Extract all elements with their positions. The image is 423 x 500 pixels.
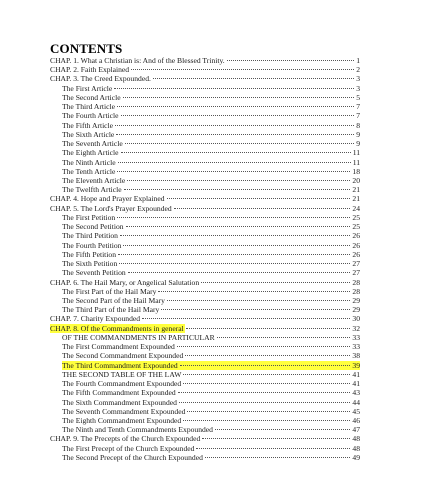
dot-leader: [167, 198, 351, 199]
dot-leader: [217, 337, 351, 338]
toc-entry-label: The Eighth Article: [62, 148, 119, 158]
toc-entry-page-number: 41: [352, 379, 360, 389]
toc-entry[interactable]: [62, 111, 360, 120]
dot-leader: [142, 318, 350, 319]
toc-entry[interactable]: [62, 444, 360, 453]
toc-entry-page-number: 3: [356, 74, 360, 84]
toc-entry-page-number: 46: [352, 415, 360, 425]
toc-entry-label: The Fourth Commandment Expounded: [62, 379, 182, 389]
toc-entry-page-number: 3: [356, 83, 360, 93]
toc-entry-page-number: 2: [356, 65, 360, 75]
dot-leader: [116, 134, 354, 135]
dot-leader: [202, 438, 350, 439]
toc-entry[interactable]: [62, 268, 360, 277]
toc-entry-label: The First Precept of the Church Expounded: [62, 443, 195, 453]
toc-entry[interactable]: [50, 324, 360, 333]
dot-leader: [185, 355, 350, 356]
toc-entry-label: The First Petition: [62, 212, 116, 222]
toc-entry-page-number: 33: [352, 342, 360, 352]
toc-entry[interactable]: [62, 287, 360, 296]
dot-leader: [118, 162, 351, 163]
toc-entry-label: The Fifth Article: [62, 120, 114, 130]
toc-entry[interactable]: [62, 305, 360, 314]
toc-entry-page-number: 1: [356, 56, 360, 65]
toc-entry[interactable]: [62, 425, 360, 434]
toc-entry[interactable]: [62, 121, 360, 130]
dot-leader: [161, 309, 350, 310]
toc-entry[interactable]: [62, 379, 360, 388]
toc-entry[interactable]: [62, 361, 360, 370]
toc-entry-page-number: 24: [352, 203, 360, 213]
dot-leader: [118, 254, 350, 255]
toc-entry-label: The Fifth Petition: [62, 249, 116, 259]
toc-entry-label: The Third Article: [62, 102, 116, 112]
dot-leader: [131, 69, 354, 70]
dot-leader: [126, 226, 351, 227]
toc-entry-label: THE SECOND TABLE OF THE LAW: [62, 369, 182, 379]
toc-entry[interactable]: [62, 342, 360, 351]
toc-entry-label: The First Article: [62, 83, 113, 93]
toc-entry[interactable]: [62, 185, 360, 194]
toc-entry[interactable]: [62, 213, 360, 222]
dot-leader: [128, 272, 351, 273]
toc-entry-label: CHAP. 1. What a Christian is: And of the Blessed Trinity.: [50, 56, 225, 65]
toc-entry[interactable]: [62, 241, 360, 250]
dot-leader: [127, 180, 350, 181]
toc-entry-page-number: 27: [352, 259, 360, 269]
toc-entry[interactable]: [62, 167, 360, 176]
dot-leader: [201, 282, 350, 283]
dot-leader: [183, 374, 350, 375]
toc-entry-page-number: 20: [352, 175, 360, 185]
toc-entry-page-number: 38: [352, 351, 360, 361]
toc-entry-label: The Ninth Article: [62, 157, 116, 167]
toc-entry[interactable]: [50, 194, 360, 203]
dot-leader: [183, 383, 350, 384]
dot-leader: [121, 152, 351, 153]
dot-leader: [123, 97, 355, 98]
dot-leader: [124, 189, 351, 190]
toc-entry[interactable]: [62, 222, 360, 231]
toc-entry[interactable]: [62, 351, 360, 360]
toc-entry-page-number: 43: [352, 388, 360, 398]
toc-entry-page-number: 7: [356, 111, 360, 121]
toc-entry-label: The Sixth Commandment Expounded: [62, 397, 177, 407]
toc-entry-page-number: 8: [356, 120, 360, 130]
toc-entry[interactable]: [62, 416, 360, 425]
toc-entry-page-number: 11: [352, 148, 360, 158]
toc-entry-label: The Fourth Article: [62, 111, 119, 121]
toc-entry[interactable]: [62, 388, 360, 397]
toc-entry-page-number: 44: [352, 397, 360, 407]
toc-entry[interactable]: [62, 453, 360, 462]
toc-entry[interactable]: [62, 102, 360, 111]
toc-entry[interactable]: [62, 231, 360, 240]
toc-entry-page-number: 30: [352, 314, 360, 324]
toc-entry-label: The Twelfth Article: [62, 185, 122, 195]
dot-leader: [178, 392, 351, 393]
toc-entry-label: CHAP. 5. The Lord's Prayer Expounded: [50, 203, 172, 213]
toc-entry-page-number: 9: [356, 139, 360, 149]
toc-entry[interactable]: [50, 204, 360, 213]
toc-entry-label: The Second Precept of the Church Expounded: [62, 452, 203, 462]
contents-heading: CONTENTS: [50, 41, 123, 56]
dot-leader: [158, 291, 350, 292]
toc-entry[interactable]: [50, 56, 360, 65]
toc-entry-page-number: 28: [352, 286, 360, 296]
toc-entry[interactable]: [62, 84, 360, 93]
toc-entry-page-number: 48: [352, 434, 360, 444]
dot-leader: [167, 300, 350, 301]
toc-entry[interactable]: [62, 158, 360, 167]
toc-entry-page-number: 26: [352, 249, 360, 259]
toc-entry[interactable]: [62, 398, 360, 407]
toc-entry-page-number: 21: [352, 185, 360, 195]
toc-entry-page-number: 25: [352, 222, 360, 232]
toc-entry-label: The Eighth Commandment Expounded: [62, 415, 182, 425]
toc-entry[interactable]: [62, 333, 360, 342]
toc-entry-page-number: 25: [352, 212, 360, 222]
dot-leader: [227, 60, 355, 61]
dot-leader: [187, 411, 350, 412]
dot-leader: [114, 88, 354, 89]
toc-entry-page-number: 29: [352, 295, 360, 305]
toc-entry[interactable]: [62, 93, 360, 102]
toc-entry-page-number: 5: [356, 92, 360, 102]
dot-leader: [123, 245, 350, 246]
toc-entry-label: CHAP. 6. The Hail Mary, or Angelical Salutation: [50, 277, 200, 287]
toc-entry-page-number: 7: [356, 102, 360, 112]
toc-entry-page-number: 28: [352, 277, 360, 287]
toc-entry-label: The Seventh Petition: [62, 268, 126, 278]
toc-entry-page-number: 48: [352, 443, 360, 453]
toc-entry-label: The Second Commandment Expounded: [62, 351, 184, 361]
toc-entry-page-number: 9: [356, 129, 360, 139]
toc-entry-page-number: 49: [352, 452, 360, 462]
toc-entry[interactable]: [62, 296, 360, 305]
dot-leader: [174, 208, 351, 209]
toc-entry-label: The Second Petition: [62, 222, 124, 232]
toc-entry-label: The Fourth Petition: [62, 240, 122, 250]
dot-leader: [119, 263, 350, 264]
dot-leader: [117, 106, 354, 107]
toc-entry-page-number: 32: [352, 323, 360, 333]
toc-entry-page-number: 27: [352, 268, 360, 278]
dot-leader: [205, 457, 351, 458]
toc-entry[interactable]: [62, 130, 360, 139]
dot-leader: [183, 420, 350, 421]
toc-entry-label: The Ninth and Tenth Commandments Expounded: [62, 425, 213, 435]
toc-entry-label: OF THE COMMANDMENTS IN PARTICULAR: [62, 332, 215, 342]
toc-entry-label: The Seventh Commandment Expounded: [62, 406, 186, 416]
toc-entry-page-number: 11: [352, 157, 360, 167]
toc-entry-label: The Eleventh Article: [62, 175, 126, 185]
toc-entry-label: The Third Petition: [62, 231, 118, 241]
toc-entry[interactable]: [50, 65, 360, 74]
dot-leader: [117, 217, 350, 218]
dot-leader: [120, 235, 350, 236]
toc-entry-label: The Sixth Petition: [62, 259, 118, 269]
toc-entry-page-number: 21: [352, 194, 360, 204]
dot-leader: [153, 78, 354, 79]
dot-leader: [186, 328, 351, 329]
toc-entry[interactable]: [62, 176, 360, 185]
toc-entry-label: The First Part of the Hail Mary: [62, 286, 157, 296]
toc-entry-page-number: 26: [352, 240, 360, 250]
toc-entry-page-number: 47: [352, 425, 360, 435]
toc-entry[interactable]: [50, 314, 360, 323]
toc-entry-label: The Sixth Article: [62, 129, 115, 139]
toc-entry-page-number: 39: [352, 360, 360, 370]
toc-entry[interactable]: [62, 148, 360, 157]
toc-entry-label: CHAP. 7. Charity Expounded: [50, 314, 141, 324]
dot-leader: [115, 125, 354, 126]
dot-leader: [121, 115, 355, 116]
dot-leader: [180, 365, 351, 366]
toc-entry[interactable]: [62, 370, 360, 379]
toc-entry-label: The Third Part of the Hail Mary: [62, 305, 160, 315]
toc-entry[interactable]: [50, 74, 360, 83]
dot-leader: [179, 402, 350, 403]
toc-entry-page-number: 18: [352, 166, 360, 176]
toc-entry[interactable]: [62, 250, 360, 259]
dot-leader: [177, 346, 351, 347]
toc-entry-page-number: 45: [352, 406, 360, 416]
toc-entry-label: CHAP. 2. Faith Explained: [50, 65, 130, 75]
dot-leader: [196, 448, 350, 449]
dot-leader: [125, 143, 354, 144]
dot-leader: [117, 171, 350, 172]
toc-entry-page-number: 26: [352, 231, 360, 241]
toc-entry-page-number: 41: [352, 369, 360, 379]
toc-entry[interactable]: [50, 434, 360, 443]
toc-entry-label: The Seventh Article: [62, 139, 123, 149]
toc-entry[interactable]: [62, 407, 360, 416]
dot-leader: [215, 429, 350, 430]
toc-entry-label: The Fifth Commandment Expounded: [62, 388, 176, 398]
toc-entry[interactable]: [62, 139, 360, 148]
toc-entry-label: The Second Part of the Hail Mary: [62, 295, 165, 305]
toc-entry-label: CHAP. 8. Of the Commandments in general: [50, 323, 184, 333]
toc-entry-label: CHAP. 3. The Creed Expounded.: [50, 74, 151, 84]
toc-entry-label: CHAP. 9. The Precepts of the Church Expounded: [50, 434, 201, 444]
toc-entry-label: The First Commandment Expounded: [62, 342, 175, 352]
toc-entry-label: The Third Commandment Expounded: [62, 360, 178, 370]
toc-entry-label: The Tenth Article: [62, 166, 116, 176]
toc-entry-label: The Second Article: [62, 92, 121, 102]
toc-entry-label: CHAP. 4. Hope and Prayer Explained: [50, 194, 165, 204]
toc-entry-page-number: 33: [352, 332, 360, 342]
toc-entry[interactable]: [50, 278, 360, 287]
toc-entry[interactable]: [62, 259, 360, 268]
toc-entry-page-number: 29: [352, 305, 360, 315]
